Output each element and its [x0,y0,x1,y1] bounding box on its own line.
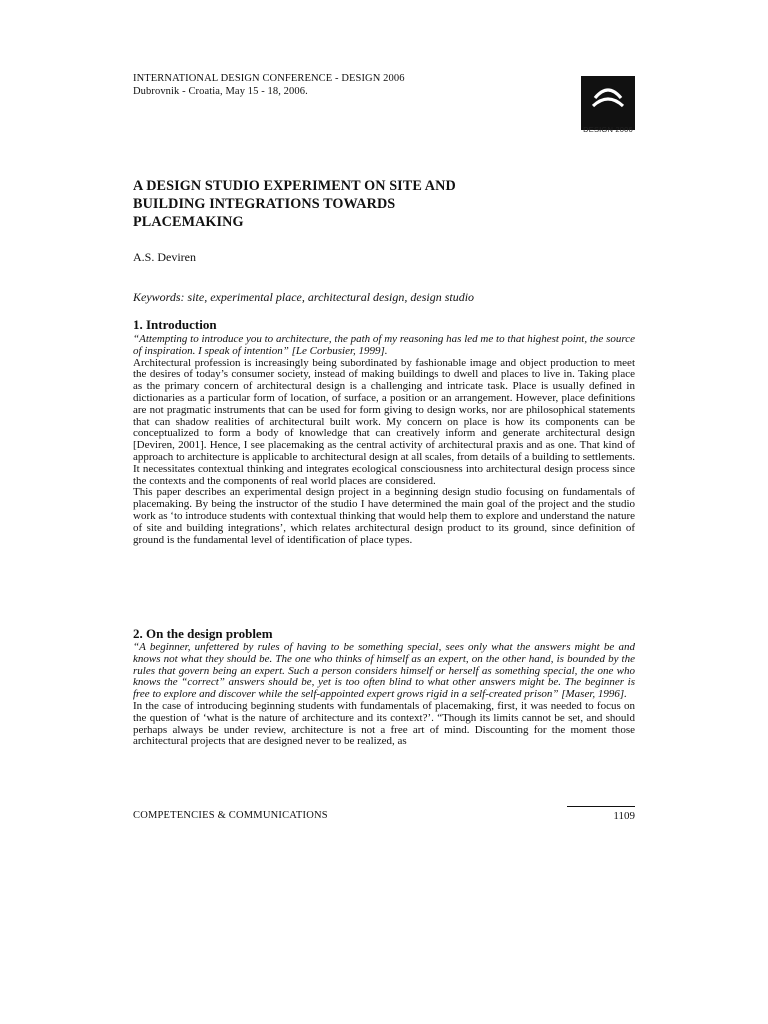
section-design-problem-body [133,642,635,748]
page-number: 1109 [613,810,635,822]
section-heading-design-problem: 2. On the design problem [133,626,273,641]
paragraph: Architectural profession is increasingly being subordinated by fashionable image and object production to meet the desires of today’s consumer society, instead of making buildings to dwell and places to live in. Taking place as the primary concern of architectural design is a challenging and intricate task. Place is usually defined in dictionaries as a particular form of location, of surface, a position or an arrangement. However, place definitions are not pragmatic instruments that can be used for form giving to design works, nor are philosophical statements that can shadow realities of architectural built work. My concern on place is how its components can be conceptualized to form a body of knowledge that can creatively inform and generate architectural design [Deviren, 2001]. Hence, I see placemaking as the central activity of architectural praxis and as one. That kind of approach to architecture is applicable to architectural design at all scales, from details of a building to settlements. It necessitates contextual thinking and integrates ecological consciousness into architectural design process since the contexts and the components of real world places are considered. [133,356,635,487]
arch-logo-icon [581,76,635,130]
paragraph: This paper describes an experimental design project in a beginning design studio focusing on fundamentals of placemaking. By being the instructor of the studio I have determined the main goal of the project and the studio work as ‘to introduce students with contextual thinking that would help them to explore and understand the nature of site and building integrations’, which relates architectural design product to its ground, since definition of ground is the fundamental level of identification of place types. [133,486,635,546]
keywords: Keywords: site, experimental place, architectural design, design studio [133,290,475,304]
title-line: A DESIGN STUDIO EXPERIMENT ON SITE AND [133,178,456,194]
section-heading-introduction: 1. Introduction [133,317,217,332]
logo-caption: DESIGN 2006 [583,125,633,134]
design-2006-logo [581,76,635,130]
paragraph: In the case of introducing beginning students with fundamentals of placemaking, first, it was needed to focus on the question of ‘what is the nature of architecture and its context?’. “Though its limits cannot be set, and should perhaps always be under review, architecture is not a free art of mind. Discounting for the moment those architectural projects that are designed never to be realized, as [133,699,635,748]
paper-title [133,177,493,231]
epigraph-quote: “Attempting to introduce you to architecture, the path of my reasoning has led me to that highest point, the source of inspiration. I speak of intention” [Le Corbusier, 1999]. [133,333,635,357]
conference-name: INTERNATIONAL DESIGN CONFERENCE - DESIGN 2006 [133,73,405,84]
section-introduction-body [133,334,635,546]
footer-rule [567,806,635,807]
title-line: PLACEMAKING [133,214,244,230]
epigraph-quote: “A beginner, unfettered by rules of having to be something special, sees only what the answers might be and knows not what they should be. The one who thinks of himself as an expert, on the other hand, is bounded by the rules that govern being an expert. Such a person considers himself or herself as something special, the one who knows the “correct” answers should be, yet is too often blind to what other answers might be. The beginner is free to explore and discover while the self-appointed expert grows rigid in a self-created prison” [Maser, 1996]. [133,641,635,701]
author-name: A.S. Deviren [133,250,196,264]
footer-section-label: COMPETENCIES & COMMUNICATIONS [133,810,328,821]
conference-header [133,72,405,98]
conference-location: Dubrovnik - Croatia, May 15 - 18, 2006. [133,86,308,97]
title-line: BUILDING INTEGRATIONS TOWARDS [133,196,396,212]
